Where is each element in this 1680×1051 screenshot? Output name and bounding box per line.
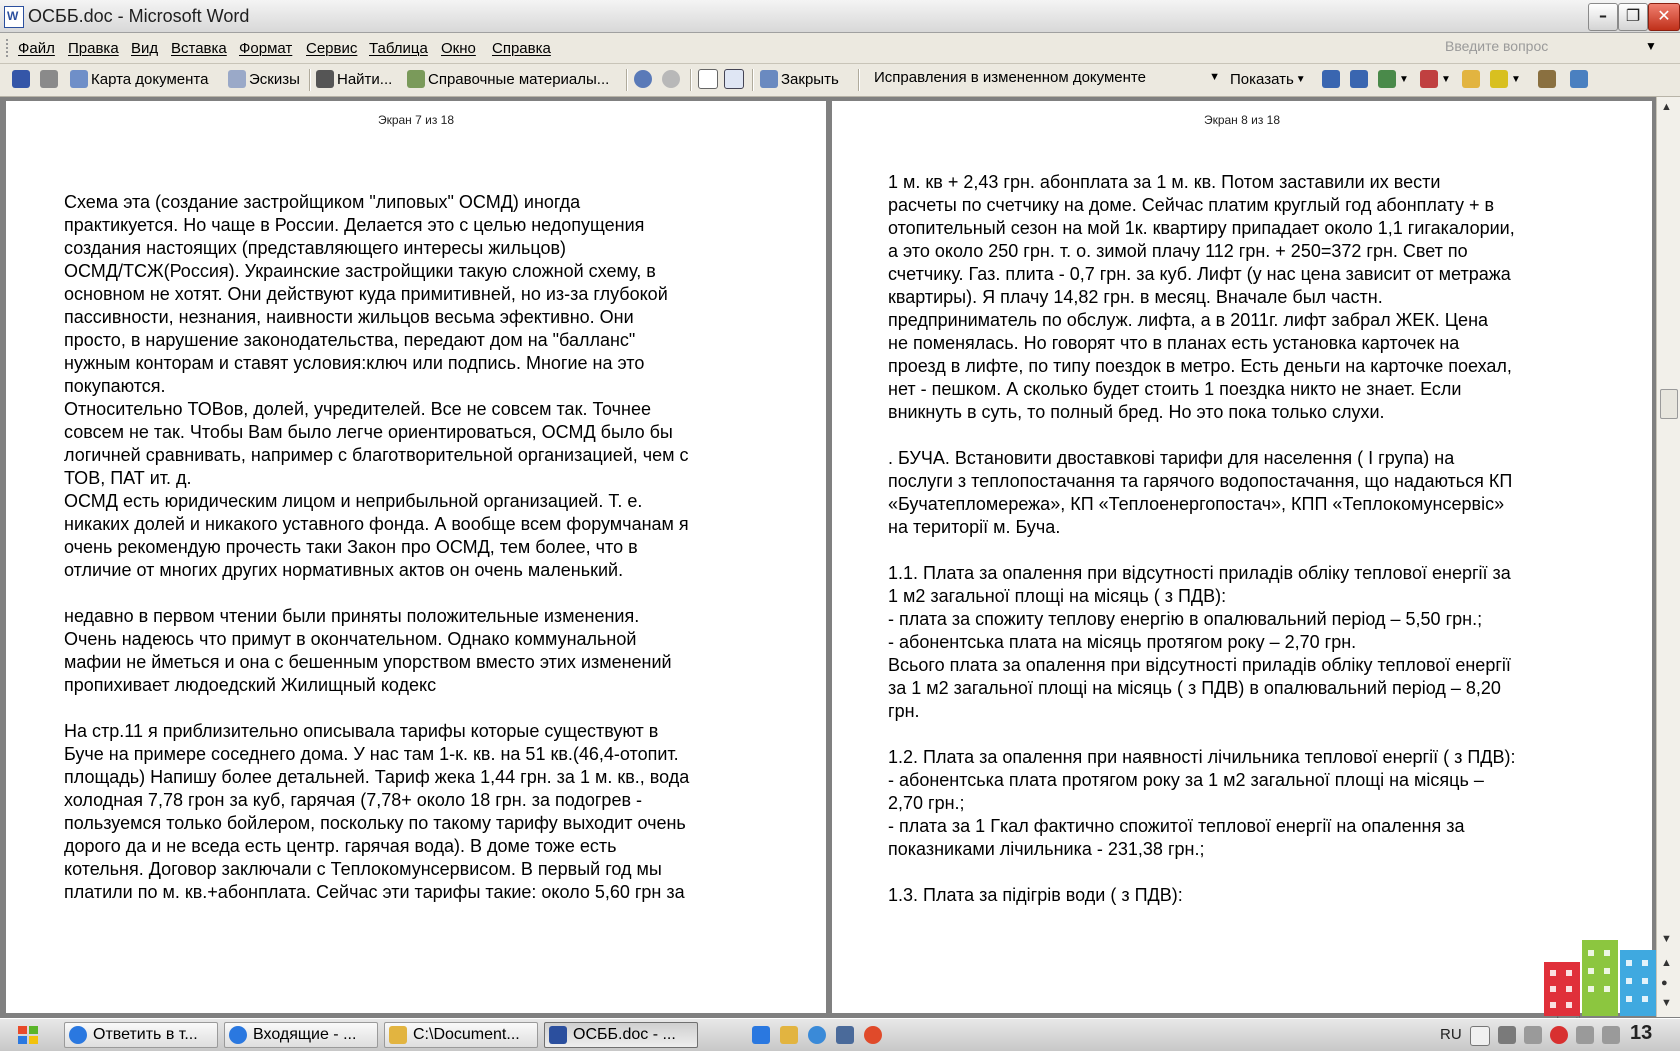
toolbar-separator [858, 69, 860, 91]
taskbar-item-explorer[interactable] [384, 1022, 538, 1048]
next-change-button[interactable] [1350, 68, 1371, 90]
menu-table[interactable]: Таблица [369, 40, 428, 57]
single-page-icon [698, 69, 718, 89]
taskbar-item-word[interactable] [544, 1022, 698, 1048]
previous-page-icon[interactable]: ▲ [1661, 957, 1672, 969]
ask-question-input[interactable]: Введите вопрос [1445, 38, 1549, 54]
zoom-out-icon [662, 70, 680, 88]
word-doc-icon[interactable] [4, 6, 24, 28]
taskbar-item-label: C:\Document... [413, 1026, 520, 1043]
power-icon[interactable] [1576, 1026, 1594, 1044]
page-body-left[interactable]: Схема эта (создание застройщиком "липовых" ОСМД) иногда практикуется. Но чаще в России. Делается это с целью недопущения создания настоящих (представляющего интересы жильцов) ОСМД/ТСЖ(Россия). Украинские застройщики такую сложной схему, в основном не хотят. Они действуют куда примитивней, но из-за глубокой пассивности, незнания, наивности жильцов весьма эфективно. Они просто, в нарушение законодательства, передают дом на "балланс" нужным конторам и ставят условия:ключ или подпись. Многие на это покупаются. Относительно ТОВов, долей, учредителей. Все не совсем так. Точнее совсем не так. Чтобы Вам было легче ориентироваться, ОСМД было бы логичней сравнивать, например с благотворительной организацией, чем с ТОВ, ПАТ ит. д. ОСМД есть юридическим лицом и неприбыльной организацией. Т. е. никаких долей и никакого уставного фонда. А вообще всем форумчанам я очень рекомендую прочесть таки Закон про ОСМД, тем более, что в отличие от многих других нормативных актов он очень маленький. недавно в первом чтении были приняты положительные изменения. Очень надеюсь что примут в окончательном. Однако коммунальной мафии не йметься и она с бешенным упорством вместо этих изменений пропихивает людоедский Жилищный кодекс На стр.11 я приблизительно описывала тарифы которые существуют в Буче на примере соседнего дома. У нас там 1-к. кв. на 51 кв.(46,4-отопит. площадь) Напишу более детальней. Тариф жека 1,44 грн. за 1 м. кв., вода холодная 7,78 грон за куб, гарячая (7,78+ около 18 грн. за подогрев - пользуемся только бойлером, поскольку по такому тарифу выходит очень дорого да и не вседа есть центр. гарячая вода). В доме тоже есть котельня. Договор заключали с Теплокомунсервисом. В первый год мы платили по м. кв.+абонплата. Сейчас эти тарифы такие: около 5,60 грн за [64, 192, 690, 902]
reviewing-pane-button[interactable] [1570, 68, 1591, 90]
help-icon[interactable] [1470, 1026, 1490, 1046]
research-icon [407, 70, 425, 88]
two-pages-icon [724, 69, 744, 89]
document-area [0, 97, 1680, 1017]
word-icon [549, 1026, 567, 1044]
single-page-button[interactable] [698, 68, 721, 90]
scroll-up-icon[interactable]: ▲ [1661, 101, 1672, 113]
close-reading-label: Закрыть [781, 70, 839, 88]
find-label: Найти... [337, 70, 393, 88]
menu-bar [0, 33, 1680, 64]
chevron-down-icon[interactable]: ▼ [1645, 39, 1657, 53]
language-indicator[interactable]: RU [1440, 1026, 1462, 1043]
folder-icon [389, 1026, 407, 1044]
reject-change-icon [1420, 70, 1438, 88]
toolbar-separator [752, 69, 754, 91]
menu-insert[interactable]: Вставка [171, 40, 227, 57]
document-map-button[interactable] [70, 68, 208, 90]
page-header-right: Экран 8 из 18 [1203, 113, 1281, 127]
markup-mode-value: Исправления в измененном документе [874, 69, 1146, 86]
chevron-down-icon: ▼ [1295, 73, 1306, 85]
chevron-down-icon: ▼ [1399, 73, 1409, 85]
reviewing-pane-icon [1570, 70, 1588, 88]
accept-change-button[interactable] [1378, 68, 1409, 90]
page-left[interactable] [6, 101, 826, 1013]
taskbar-item-label: Входящие - ... [253, 1026, 357, 1043]
minimize-button[interactable]: – [1588, 3, 1618, 31]
thumbnails-icon [228, 70, 246, 88]
taskbar-item-reply[interactable] [64, 1022, 218, 1048]
taskbar [0, 1018, 1680, 1051]
document-map-icon [70, 70, 88, 88]
reference-materials-label: Справочные материалы... [428, 70, 610, 88]
highlight-button[interactable] [1490, 68, 1521, 90]
reading-toolbar [0, 64, 1680, 97]
zoom-in-icon [634, 70, 652, 88]
chrome-icon[interactable] [864, 1026, 882, 1044]
document-map-label: Карта документа [91, 70, 209, 88]
antivirus-icon[interactable] [1550, 1026, 1568, 1044]
chevron-down-icon: ▼ [1209, 71, 1220, 83]
notes-icon[interactable] [780, 1026, 798, 1044]
track-changes-icon [1538, 70, 1556, 88]
highlighter-icon [1490, 70, 1508, 88]
page-header-left: Экран 7 из 18 [377, 113, 455, 127]
clock[interactable]: 13 [1630, 1022, 1653, 1044]
thumbnails-label: Эскизы [249, 70, 300, 88]
window-title: ОСББ.doc - Microsoft Word [28, 6, 250, 26]
safely-remove-icon[interactable] [1602, 1026, 1620, 1044]
toolbar-separator [690, 69, 692, 91]
volume-icon[interactable] [1524, 1026, 1542, 1044]
browse-object-icon[interactable]: ● [1661, 977, 1668, 989]
reference-materials-button[interactable] [407, 68, 609, 90]
start-button[interactable] [4, 1023, 54, 1047]
next-page-icon[interactable]: ▼ [1661, 997, 1672, 1009]
menu-format[interactable]: Формат [239, 40, 293, 57]
save-button[interactable] [12, 68, 33, 90]
scrollbar-thumb[interactable] [1660, 389, 1678, 419]
zoom-out-button[interactable] [662, 68, 683, 90]
vertical-scrollbar[interactable] [1656, 97, 1680, 1017]
novakvartira-logo [1540, 940, 1660, 1016]
chevron-down-icon: ▼ [1441, 73, 1451, 85]
toolbar-separator [626, 69, 628, 91]
menu-window[interactable]: Окно [441, 40, 476, 57]
thumbnails-button[interactable] [228, 68, 300, 90]
previous-change-icon [1322, 70, 1340, 88]
track-changes-button[interactable] [1538, 68, 1559, 90]
menu-help[interactable]: Справка [492, 40, 551, 57]
close-window-button[interactable]: ✕ [1648, 3, 1680, 31]
next-change-icon [1350, 70, 1368, 88]
scroll-down-icon[interactable]: ▼ [1661, 933, 1672, 945]
ie-quicklaunch-icon[interactable] [808, 1026, 826, 1044]
taskbar-item-label: ОСББ.doc - ... [573, 1026, 676, 1043]
menu-tools[interactable]: Сервис [306, 40, 358, 57]
chevron-down-icon: ▼ [1511, 73, 1521, 85]
find-button[interactable] [316, 68, 392, 90]
close-reading-button[interactable] [760, 68, 839, 90]
ie-icon [69, 1026, 87, 1044]
show-menu-label: Показать [1230, 70, 1294, 88]
taskbar-item-label: Ответить в т... [93, 1026, 198, 1043]
save-icon [12, 70, 30, 88]
accept-change-icon [1378, 70, 1396, 88]
menu-edit[interactable]: Правка [68, 40, 119, 57]
reject-change-button[interactable] [1420, 68, 1451, 90]
printer-icon [40, 70, 58, 88]
taskbar-item-inbox[interactable] [224, 1022, 378, 1048]
ie-icon [229, 1026, 247, 1044]
show-menu-button[interactable] [1230, 68, 1306, 90]
menu-file[interactable]: Файл [18, 40, 55, 57]
previous-change-button[interactable] [1322, 68, 1343, 90]
two-pages-button[interactable] [724, 68, 747, 90]
book-icon [760, 70, 778, 88]
new-comment-button[interactable] [1462, 68, 1483, 90]
maximize-button[interactable]: ❐ [1618, 3, 1648, 31]
page-right[interactable] [832, 101, 1652, 1013]
markup-mode-select[interactable] [874, 69, 1224, 91]
desktop-icon[interactable] [836, 1026, 854, 1044]
toolbar-separator [309, 69, 311, 91]
menu-grip[interactable] [6, 39, 11, 57]
network-icon[interactable] [1498, 1026, 1516, 1044]
title-bar [0, 0, 1680, 33]
page-body-right[interactable]: 1 м. кв + 2,43 грн. абонплата за 1 м. кв. Потом заставили их вести расчеты по счетчику на доме. Сейчас платим круглый год абонплату + в отопительный сезон на мой 1к. квартиру припадает около 1,1 гигакалории, а это около 250 грн. т. о. зимой плачу 112 грн. + 250=372 грн. Свет по счетчику. Газ. плита - 0,7 грн. за куб. Лифт (у нас цена зависит от метража квартиры). Я плачу 14,82 грн. в месяц. Вначале был частн. предприниматель по обслуж. лифта, а в 2011г. лифт забрал ЖЕК. Цена не поменялась. Но говорят что в планах есть установка карточек на проезд в лифте, по типу поездок в метро. Есть деньги на карточке поехал, нет - пешком. А сколько будет стоить 1 поездка никто не знает. Если вникнуть в суть, то полный бред. Но это пока только слухи. . БУЧА. Встановити двоставкові тарифи для населення ( І група) на послуги з теплопостачання та гарячого водопостачання, що надаються КП «Бучатепломережа», КП «Теплоенергопостач», КПП «Теплокомунсервіс» на території м. Буча. 1.1. Плата за опалення при відсутності приладів обліку теплової енергії за 1 м2 загальної площі на місяць ( з ПДВ): - плата за спожиту теплову енергію в опалювальний період – 5,50 грн.; - абонентська плата на місяць протягом року – 2,70 грн. Всього плата за опалення при відсутності приладів обліку теплової енергії за 1 м2 загальної площі на місяць ( з ПДВ) в опалювальний період – 8,20 грн. 1.2. Плата за опалення при наявності лічильника теплової енергії ( з ПДВ): - абонентська плата протягом року за 1 м2 загальної площі на місяць – 2,70 грн.; - плата за 1 Гкал фактично спожитої теплової енергії на опалення за показниками лічильника - 231,38 грн.; 1.3. Плата за підігрів води ( з ПДВ): [888, 172, 1516, 905]
print-button[interactable] [40, 68, 61, 90]
skype-icon[interactable] [752, 1026, 770, 1044]
folder-icon [1462, 70, 1480, 88]
zoom-in-button[interactable] [634, 68, 655, 90]
menu-view[interactable]: Вид [131, 40, 159, 57]
binoculars-icon [316, 70, 334, 88]
